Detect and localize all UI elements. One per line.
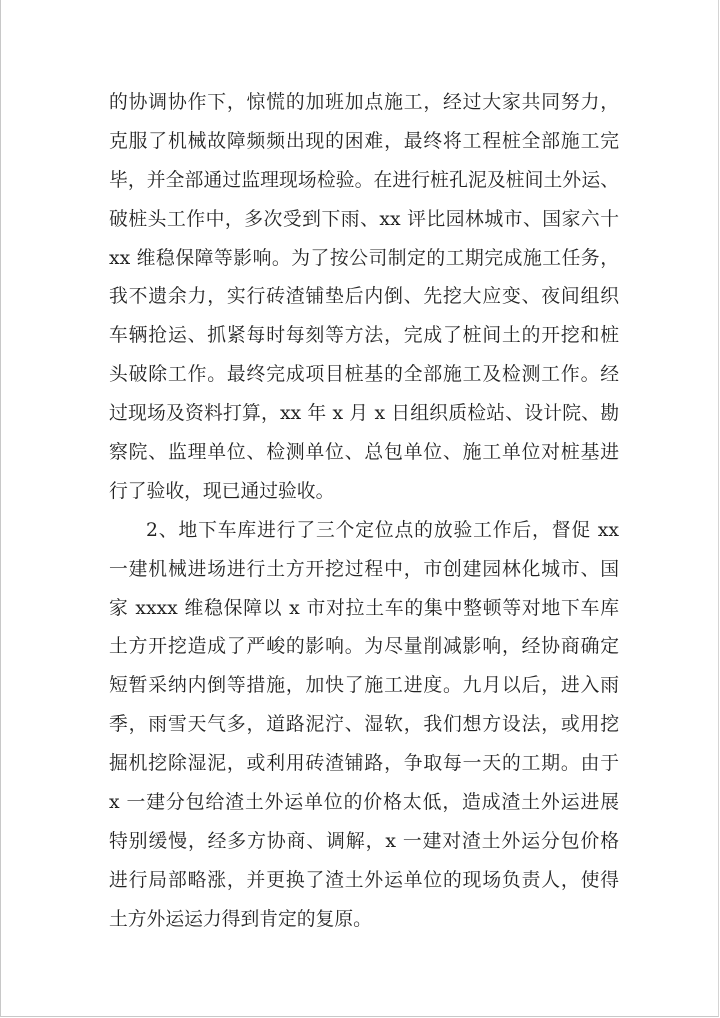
text-line: 车辆抢运、抓紧每时每刻等方法，完成了桩间土的开挖和桩 xyxy=(109,325,619,347)
text-line: x 一建分包给渣土外运单位的价格太低，造成渣土外运进展 xyxy=(109,792,619,814)
text-line: 我不遗余力，实行砖渣铺垫后内倒、先挖大应变、夜间组织 xyxy=(109,286,619,308)
text-line: 克服了机械故障频频出现的困难，最终将工程桩全部施工完 xyxy=(109,130,619,152)
text-line: 毕，并全部通过监理现场检验。在进行桩孔泥及桩间土外运、 xyxy=(109,169,619,191)
text-line: 一建机械进场进行土方开挖过程中，市创建园林化城市、国 xyxy=(109,558,619,580)
text-line: 季，雨雪天气多，道路泥泞、湿软，我们想方设法，或用挖 xyxy=(109,714,619,736)
text-line: xx 维稳保障等影响。为了按公司制定的工期完成施工任务， xyxy=(109,247,619,269)
text-line: 特别缓慢，经多方协商、调解，x 一建对渣土外运分包价格 xyxy=(109,830,619,852)
text-line: 掘机挖除湿泥，或利用砖渣铺路，争取每一天的工期。由于 xyxy=(109,753,619,775)
text-line-paragraph-start: 2、地下车库进行了三个定位点的放验工作后，督促 xx xyxy=(146,519,619,541)
text-line: 过现场及资料打算，xx 年 x 月 x 日组织质检站、设计院、勘 xyxy=(109,403,619,425)
text-line: 破桩头工作中，多次受到下雨、xx 评比园林城市、国家六十 xyxy=(109,208,619,230)
text-line: 短暂采纳内倒等措施，加快了施工进度。九月以后，进入雨 xyxy=(109,675,619,697)
body-text xyxy=(109,84,619,940)
text-line-paragraph-end: 土方外运运力得到肯定的复原。 xyxy=(109,908,372,930)
text-line-paragraph-end: 行了验收，现已通过验收。 xyxy=(109,480,335,502)
text-line: 家 xxxx 维稳保障以 x 市对拉土车的集中整顿等对地下车库 xyxy=(109,597,619,619)
text-line: 察院、监理单位、检测单位、总包单位、施工单位对桩基进 xyxy=(109,442,619,464)
text-line: 的协调协作下，惊慌的加班加点施工，经过大家共同努力， xyxy=(109,92,619,113)
text-line: 进行局部略涨，并更换了渣土外运单位的现场负责人，使得 xyxy=(109,869,619,891)
text-line: 头破除工作。最终完成项目桩基的全部施工及检测工作。经 xyxy=(109,364,619,386)
text-line: 土方开挖造成了严峻的影响。为尽量削减影响，经协商确定 xyxy=(109,636,619,658)
